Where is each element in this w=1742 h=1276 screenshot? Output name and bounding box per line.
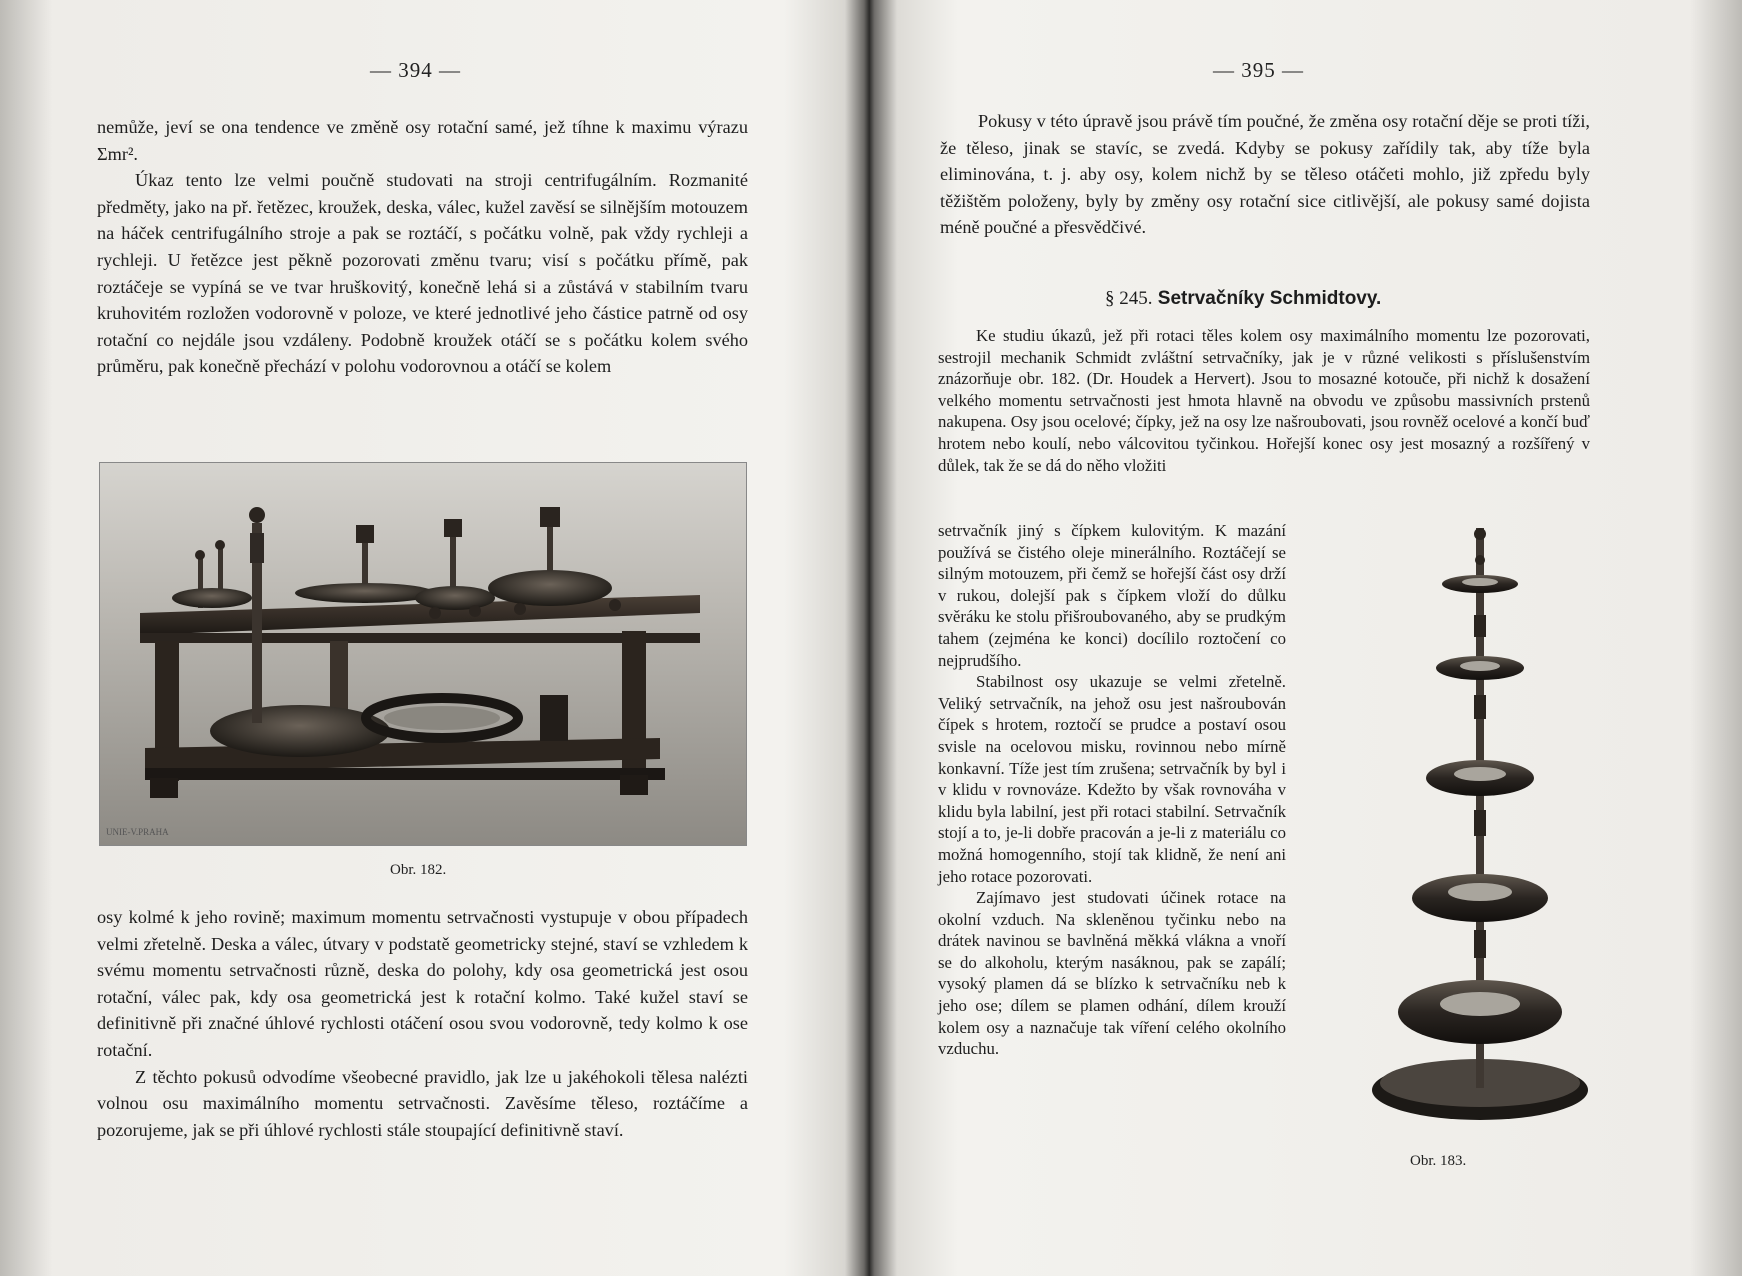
right-top-text <box>940 108 1590 241</box>
paragraph-rule: Z těchto pokusů odvodíme všeobecné pravidlo, jak lze u jakéhokoli tělesa nalézti volnou osu maximálního momentu setrvačnosti. Zavěsíme těleso, roztáčíme a pozorujeme, jak se při úhlové rychlosti stále stoupající definitivně staví. <box>97 1066 748 1140</box>
section-heading <box>1105 288 1381 310</box>
figure-183-gyroscope <box>1370 520 1590 1140</box>
paragraph-centrifugal: Úkaz tento lze velmi poučně studovati na stroji centrifugálním. Rozmanité předměty, jako na př. řetězec, kroužek, deska, válec, kužel zavěsí se silnějším motouzem na háček centrifugálního stroje a pak se roztáčí, s počátku volně, pak vždy rychleji a rychleji. U řetězce jest pěkně pozorovati změnu tvaru; visí s počátku přímě, pak roztáčeje se vypíná se ve tvar hruškovitý, konečně lehá si a zůstává v stabilním tvaru kruhovitém rozložen vodorovně v poloze, ve které jednotlivé jeho částice patrně od osy rotační co nejdále jsou vzdáleny. Podobně kroužek otáčí se s počátku kolem svého průměru, pak konečně přechází v polohu vodorovnou a otáčí se kolem <box>97 170 748 377</box>
paragraph-experiments: Pokusy v této úpravě jsou právě tím poučné, že změna osy rotační děje se proti tíži, že těleso, jinak se stavíc, se zvedá. Kdyby se pokusy zařídily tak, aby tíže byla eliminována, t. j. aby osy, kolem nichž by se těleso otáčeti mohlo, již zpředu byly těžištěm položeny, byly by změny osy rotační sice citlivější, ale pokusy samé dojista méně poučné a přesvědčivé. <box>940 111 1590 238</box>
paragraph-air: Zajímavo jest studovati účinek rotace na okolní vzduch. Na skleněnou tyčinku nebo na drátek navinou se bavlněná měkká vlákna a vnoří se do alkoholu, kterým nasáknou, pak se zapálí; vysoký plamen dá se blízko k setrvačníku neb k jeho ose; dílem se plamen odhání, dílem krouží kolem osy a naznačuje tak víření celého okolního vzduchu. <box>938 888 1286 1059</box>
figure-signature: UNIE-V.PRAHA <box>106 827 169 837</box>
paragraph-schmidt-cont: setrvačník jiný s čípkem kulovitým. K mazání používá se čistého oleje minerálního. Roztáčejí se silným motouzem, při čemž se hořejší část osy drží v rukou, dolejší pak s čípkem vloží do důlku svěráku ke stolu přišroubovaného, aby se prudkým tahem (zejména ke konci) docílilo roztočení co nejprudšího. <box>938 521 1286 670</box>
caption-obr-183: Obr. 183. <box>1410 1153 1467 1169</box>
figure-182-photo <box>99 462 747 846</box>
gyroscope-stack-image <box>1370 520 1590 1140</box>
right-full-width-text <box>938 325 1590 476</box>
page-number-394: — 394 — <box>370 58 461 82</box>
page-number-395: — 395 — <box>1213 58 1304 82</box>
section-title: Setrvačníky Schmidtovy. <box>1157 288 1382 309</box>
paragraph-axis: osy kolmé k jeho rovině; maximum momentu setrvačnosti vystupuje v obou případech velmi zřetelně. Deska a válec, útvary v podstatě geometricky stejné, staví se vzhledem k svému momentu setrvačnosti různě, deska do polohy, kdy osa geometrická jest osou rotační, válec pak, kdy osa geometrická jest k rotační kolmo. Také kužel staví se definitivně při značné úhlové rychlosti otáčení osou svou vodorovně, tedy kolmo k ose rotační. <box>97 907 748 1060</box>
left-page <box>0 0 860 1276</box>
left-bottom-text <box>97 904 748 1143</box>
right-page <box>870 0 1742 1276</box>
left-top-text <box>97 114 748 380</box>
apparatus-table-image <box>100 463 746 845</box>
paragraph-stability: Stabilnost osy ukazuje se velmi zřetelně. Veliký setrvačník, na jehož osu jest našroubován čípek s hrotem, roztočí se prudce a postaví osou svisle na ocelovou misku, rovinnou nebo mírně konkavní. Tíže jest tím zrušena; setrvačník by byl i v klidu v rovnováze. Kdežto by však rovnováha v klidu byla labilní, jest při rotaci stabilní. Setrvačník stojí a to, je-li dobře pracován a je-li z materiálu co možná homogenního, stojí tak klidně, že není ani jeho rotace pozorovati. <box>938 672 1286 886</box>
right-narrow-text <box>938 520 1286 1060</box>
paragraph-continuation: nemůže, jeví se ona tendence ve změně osy rotační samé, jež tíhne k maximu výrazu Σmr². <box>97 117 748 164</box>
caption-obr-182: Obr. 182. <box>390 862 447 878</box>
paragraph-schmidt: Ke studiu úkazů, jež při rotaci těles kolem osy maximálního momentu lze pozorovati, sestrojil mechanik Schmidt zvláštní setrvačníky, jak je v různé velikosti s příslušenstvím znázorňuje obr. 182. (Dr. Houdek a Hervert). Jsou to mosazné kotouče, při nichž k dosažení velkého momentu setrvačnosti jest hmota hlavně na obvodu ve způsobu massivních prstenů nakupena. Osy jsou ocelové; čípky, jež na osy lze našroubovati, jsou rovněž ocelové a končí buď hrotem nebo koulí, nebo válcovitou tyčinkou. Hořejší konec osy jest mosazný a rozšířený v důlek, tak že se dá do něho vložiti <box>938 326 1590 475</box>
section-number: § 245. <box>1105 288 1153 309</box>
